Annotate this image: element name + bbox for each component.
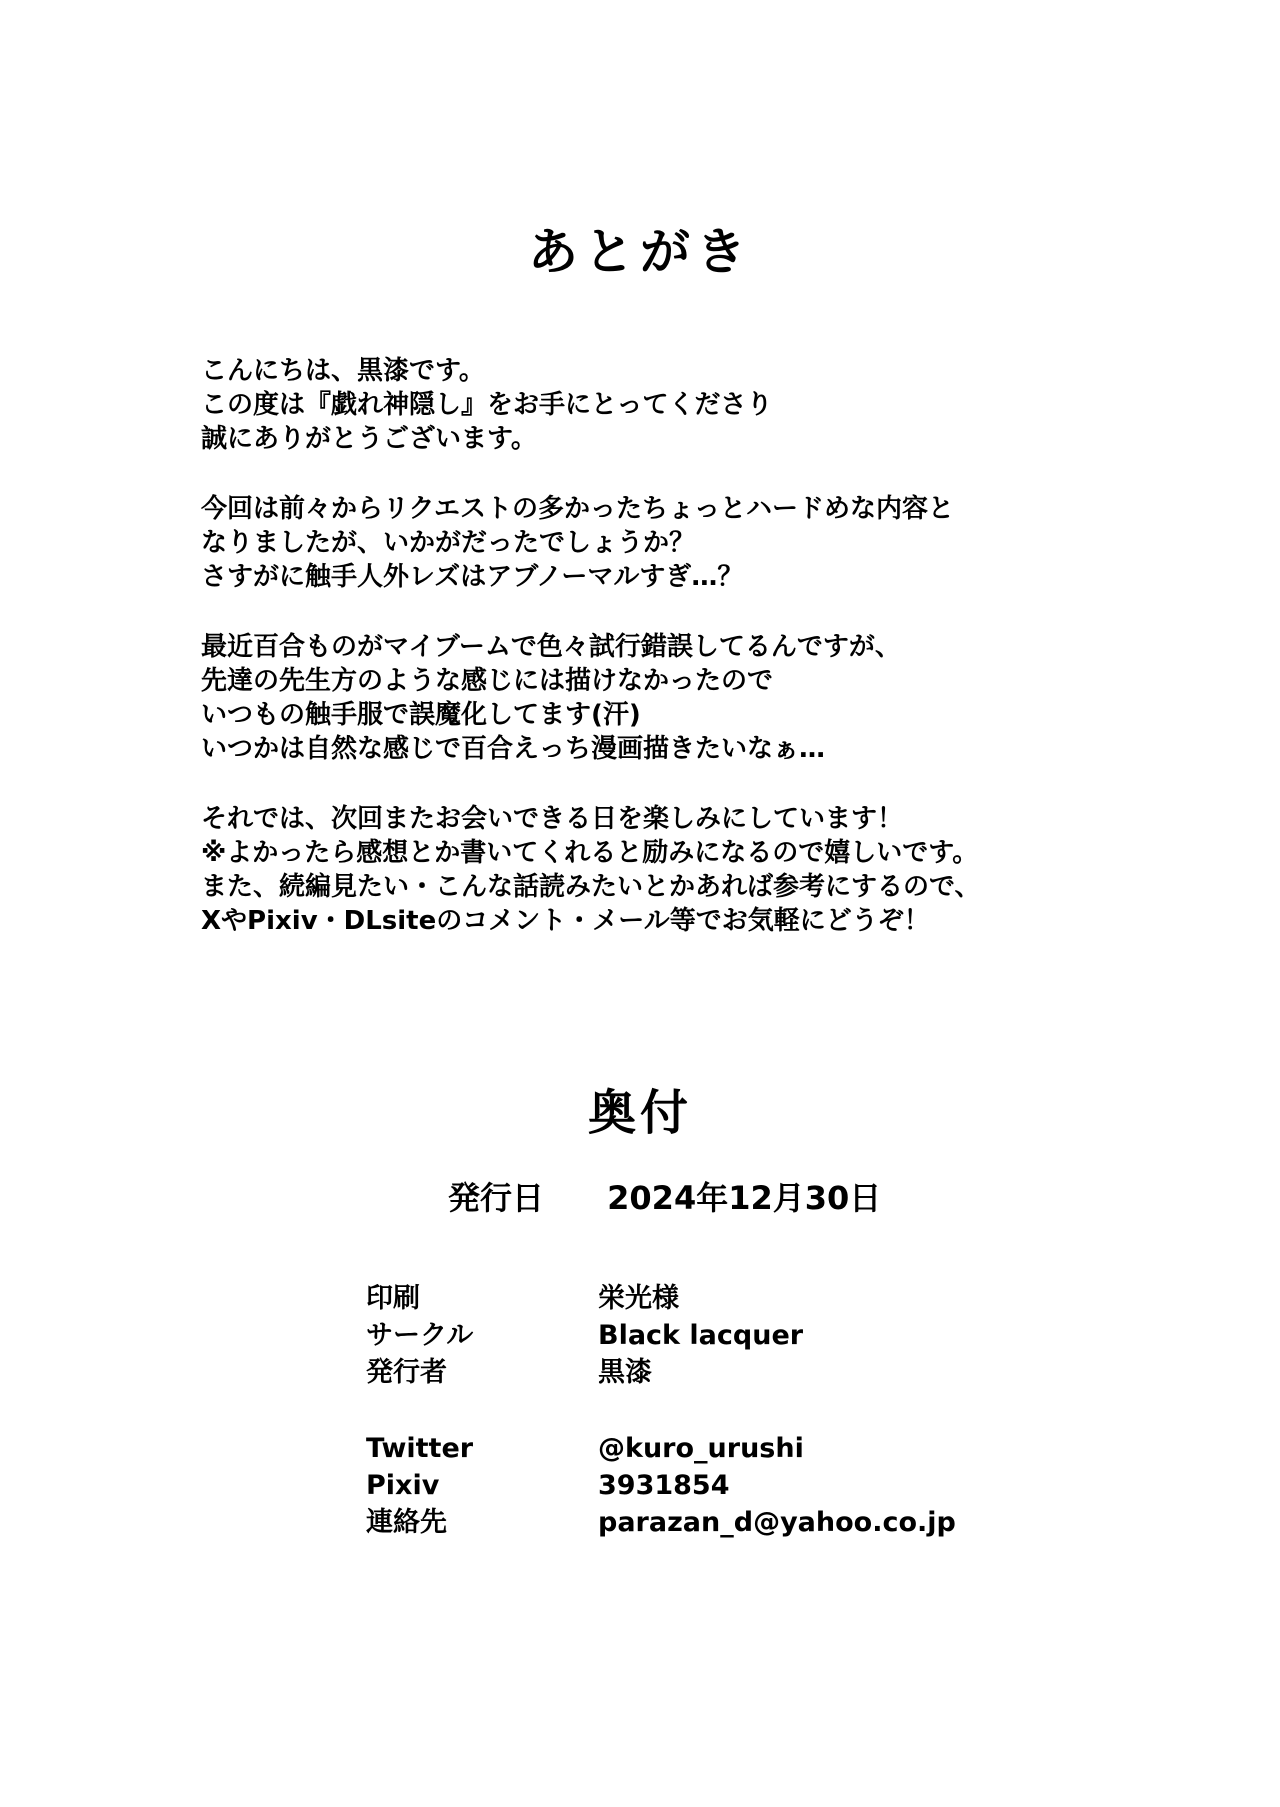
colophon-title: 奥付 [587, 1085, 692, 1141]
text-line: この度は『戯れ神隠し』をお手にとってくださり [201, 390, 773, 420]
info-value: 栄光様 [598, 1283, 679, 1314]
info-row-twitter [366, 1430, 956, 1467]
info-row-circle [366, 1317, 803, 1354]
info-key: 発行者 [366, 1357, 447, 1388]
info-row-contact [366, 1504, 956, 1541]
text-line: 最近百合ものがマイブームで色々試行錯誤してるんですが、 [201, 632, 901, 662]
info-value: 3931854 [598, 1470, 730, 1501]
info-row-printer [366, 1280, 803, 1317]
afterword-title: あとがき [528, 223, 752, 281]
text-line: 誠にありがとうございます。 [201, 424, 537, 454]
text-line: いつもの触手服で誤魔化してます(汗) [201, 700, 641, 730]
text-line: 先達の先生方のような感じには描けなかったので [201, 666, 774, 696]
text-line: 今回は前々からリクエストの多かったちょっとハードめな内容と [201, 494, 954, 524]
info-key: 印刷 [366, 1283, 420, 1314]
info-key: Twitter [366, 1433, 474, 1464]
info-key: 連絡先 [366, 1507, 447, 1538]
info-key: Pixiv [366, 1470, 440, 1501]
text-line: なりましたが、いかがだったでしょうか？ [201, 528, 696, 558]
text-line: それでは、次回またお会いできる日を楽しみにしています！ [201, 804, 904, 834]
info-value: @kuro_urushi [598, 1433, 804, 1464]
colophon-info-group-contact [366, 1430, 956, 1541]
publish-date-label: 発行日 [448, 1179, 545, 1217]
info-key: サークル [366, 1320, 474, 1351]
afterword-paragraph-4 [201, 802, 1201, 938]
text-line: さすがに触手人外レズはアブノーマルすぎ…？ [201, 562, 744, 592]
info-row-publisher [366, 1354, 803, 1391]
afterword-paragraph-3 [201, 630, 1201, 766]
info-value: parazan_d@yahoo.co.jp [598, 1507, 956, 1538]
publish-date-row [448, 1178, 881, 1218]
afterword-body [201, 354, 1201, 974]
info-value: Black lacquer [598, 1320, 804, 1351]
afterword-paragraph-2 [201, 492, 1201, 594]
text-line: また、続編見たい・こんな話読みたいとかあれば参考にするので、 [201, 872, 981, 902]
publish-date: 2024年12月30日 [607, 1179, 882, 1217]
text-line: XやPixiv・DLsiteのコメント・メール等でお気軽にどうぞ！ [201, 906, 930, 936]
info-value: 黒漆 [598, 1357, 652, 1388]
text-line: ※よかったら感想とか書いてくれると励みになるので嬉しいです。 [201, 838, 979, 868]
text-line: こんにちは、黒漆です。 [201, 356, 485, 386]
afterword-paragraph-1 [201, 354, 1201, 456]
colophon-info-group-print [366, 1280, 803, 1391]
info-row-pixiv [366, 1467, 956, 1504]
text-line: いつかは自然な感じで百合えっち漫画描きたいなぁ… [201, 734, 826, 764]
